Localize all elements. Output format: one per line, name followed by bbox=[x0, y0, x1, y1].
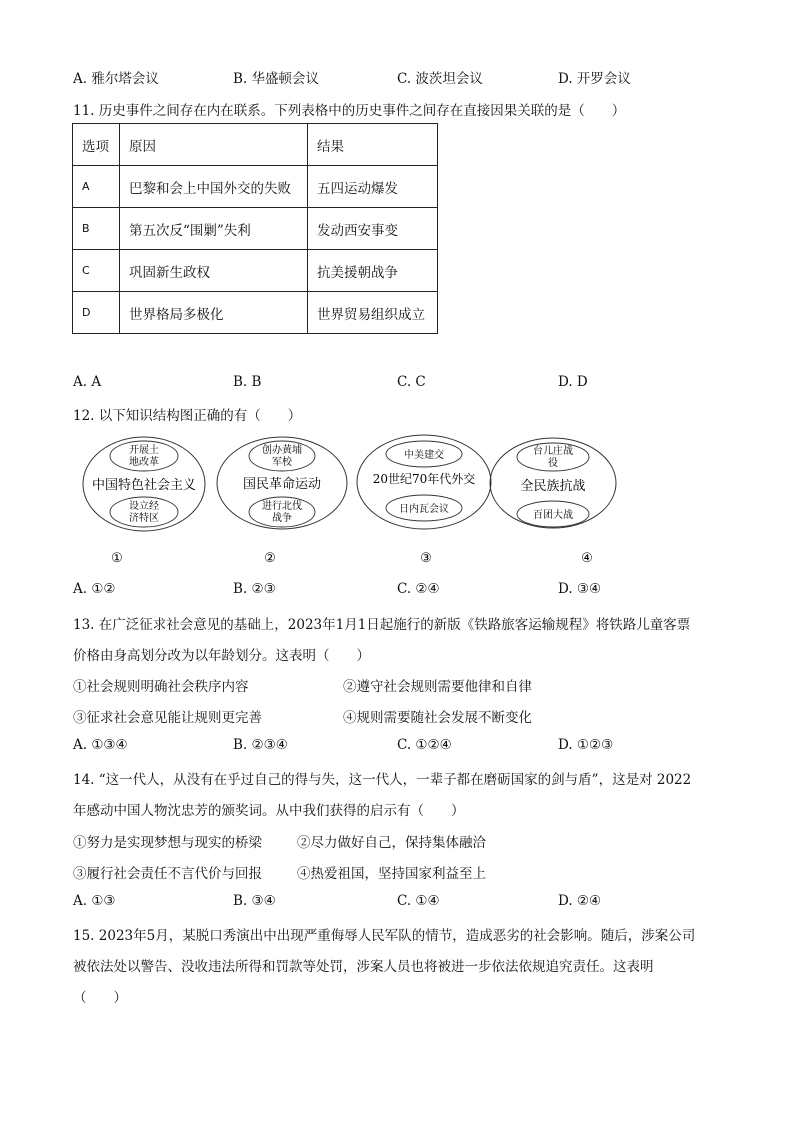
diagram-1-bottom-line-2: 济特区 bbox=[129, 513, 159, 524]
q15-stem-line-2: 被依法处以警告、没收违法所得和罚款等处罚，涉案人员也将被进一步依法依规追究责任。这表明 bbox=[73, 959, 654, 975]
table-cell: 发动西安事变 bbox=[308, 208, 438, 250]
q11-option-d: D. D bbox=[558, 374, 588, 390]
table-cell: D bbox=[73, 292, 120, 334]
q13-statement-3: ③征求社会意见能让规则更完善 bbox=[73, 710, 262, 726]
diagram-4-top-line-2: 役 bbox=[548, 458, 558, 469]
diagram-4-bottom-line-1: 百团大战 bbox=[533, 510, 573, 521]
q14-option-d: D. ②④ bbox=[558, 893, 602, 909]
q11-option-c: C. C bbox=[397, 374, 426, 390]
q13-statement-1: ①社会规则明确社会秩序内容 bbox=[73, 679, 249, 695]
q14-statement-4: ④热爱祖国，坚持国家利益至上 bbox=[297, 866, 486, 882]
q13-statement-2: ②遵守社会规则需要他律和自律 bbox=[343, 679, 532, 695]
diagram-2-bottom-line-2: 战争 bbox=[272, 513, 292, 524]
table-cell: 世界格局多极化 bbox=[120, 292, 308, 334]
table-header-cell: 选项 bbox=[73, 124, 120, 166]
q11-option-b: B. B bbox=[233, 374, 262, 390]
q12-option-d: D. ③④ bbox=[558, 581, 602, 597]
knowledge-diagrams bbox=[78, 432, 718, 574]
diagram-4-number: ④ bbox=[581, 551, 593, 566]
table-header-cell: 结果 bbox=[308, 124, 438, 166]
q11-option-a: A. A bbox=[73, 374, 102, 390]
diagram-4-center: 全民族抗战 bbox=[520, 479, 586, 494]
q12-stem: 12. 以下知识结构图正确的有（ ） bbox=[73, 408, 302, 424]
q13-option-a: A. ①③④ bbox=[73, 737, 128, 753]
q10-option-b: B. 华盛顿会议 bbox=[233, 71, 320, 87]
q10-option-d: D. 开罗会议 bbox=[558, 71, 631, 87]
table-cell: C bbox=[73, 250, 120, 292]
q14-statement-2: ②尽力做好自己，保持集体融洽 bbox=[297, 835, 486, 851]
q12-option-b: B. ②③ bbox=[233, 581, 276, 597]
diagram-1-top-line-2: 地改革 bbox=[129, 457, 159, 468]
table-cell: 巴黎和会上中国外交的失败 bbox=[120, 166, 308, 208]
table-cell: 世界贸易组织成立 bbox=[308, 292, 438, 334]
q13-option-b: B. ②③④ bbox=[233, 737, 288, 753]
q14-option-b: B. ③④ bbox=[233, 893, 276, 909]
table-row bbox=[73, 292, 438, 334]
diagram-2 bbox=[217, 437, 347, 566]
q10-option-c: C. 波茨坦会议 bbox=[397, 71, 483, 87]
diagram-1-center: 中国特色社会主义 bbox=[91, 478, 197, 493]
q14-option-a: A. ①③ bbox=[73, 893, 116, 909]
diagram-1 bbox=[83, 437, 205, 566]
table-cell: A bbox=[73, 166, 120, 208]
q15-answer-blank: （ ） bbox=[73, 990, 127, 1006]
table-cell: 五四运动爆发 bbox=[308, 166, 438, 208]
table-row bbox=[73, 250, 438, 292]
q15-stem: 15. 2023年5月，某脱口秀演出中出现严重侮辱人民军队的情节，造成恶劣的社会影响。随后，涉案公司 bbox=[73, 928, 696, 944]
table-row bbox=[73, 166, 438, 208]
diagram-3-bottom-line-1: 日内瓦会议 bbox=[399, 504, 449, 515]
table-header-cell: 原因 bbox=[120, 124, 308, 166]
q12-option-c: C. ②④ bbox=[397, 581, 440, 597]
diagram-3-top-line-1: 中美建交 bbox=[404, 450, 444, 461]
q14-option-c: C. ①④ bbox=[397, 893, 440, 909]
q14-statement-1: ①努力是实现梦想与现实的桥梁 bbox=[73, 835, 262, 851]
q13-option-d: D. ①②③ bbox=[558, 737, 614, 753]
table-cell: B bbox=[73, 208, 120, 250]
diagram-4 bbox=[490, 438, 616, 566]
diagram-3-number: ③ bbox=[420, 551, 432, 566]
diagram-3-center: 20世纪70年代外交 bbox=[372, 472, 476, 486]
table-cell: 第五次反“围剿”失利 bbox=[120, 208, 308, 250]
diagram-2-center: 国民革命运动 bbox=[242, 477, 322, 492]
q11-table bbox=[72, 123, 438, 334]
q12-option-a: A. ①② bbox=[73, 581, 116, 597]
table-header-row bbox=[73, 124, 438, 166]
q14-stem: 14. “这一代人，从没有在乎过自己的得与失，这一代人，一辈子都在磨砺国家的剑与盾”，这是对 2022 bbox=[73, 772, 692, 788]
diagram-1-number: ① bbox=[111, 551, 123, 566]
q13-stem-line-2: 价格由身高划分改为以年龄划分。这表明（ ） bbox=[73, 648, 370, 664]
table-cell: 巩固新生政权 bbox=[120, 250, 308, 292]
q11-stem: 11. 历史事件之间存在内在联系。下列表格中的历史事件之间存在直接因果关联的是（ ） bbox=[73, 103, 626, 119]
q13-statement-4: ④规则需要随社会发展不断变化 bbox=[343, 710, 532, 726]
table-row bbox=[73, 208, 438, 250]
diagram-3 bbox=[357, 435, 491, 566]
table-cell: 抗美援朝战争 bbox=[308, 250, 438, 292]
q13-stem: 13. 在广泛征求社会意见的基础上，2023年1月1日起施行的新版《铁路旅客运输规程》将铁路儿童客票 bbox=[73, 617, 691, 633]
q10-option-a: A. 雅尔塔会议 bbox=[73, 71, 159, 87]
diagram-1-bottom-line-1: 设立经 bbox=[129, 501, 159, 512]
q14-statement-3: ③履行社会责任不言代价与回报 bbox=[73, 866, 262, 882]
diagram-4-top-line-1: 台儿庄战 bbox=[533, 446, 573, 457]
diagram-1-top-line-1: 开展土 bbox=[129, 445, 159, 456]
q14-stem-line-2: 年感动中国人物沈忠芳的颁奖词。从中我们获得的启示有（ ） bbox=[73, 803, 465, 819]
q13-option-c: C. ①②④ bbox=[397, 737, 452, 753]
diagram-2-bottom-line-1: 进行北伐 bbox=[262, 501, 302, 512]
diagram-2-number: ② bbox=[264, 551, 276, 566]
diagram-2-top-line-2: 军校 bbox=[272, 457, 292, 468]
diagram-2-top-line-1: 创办黄埔 bbox=[262, 445, 302, 456]
